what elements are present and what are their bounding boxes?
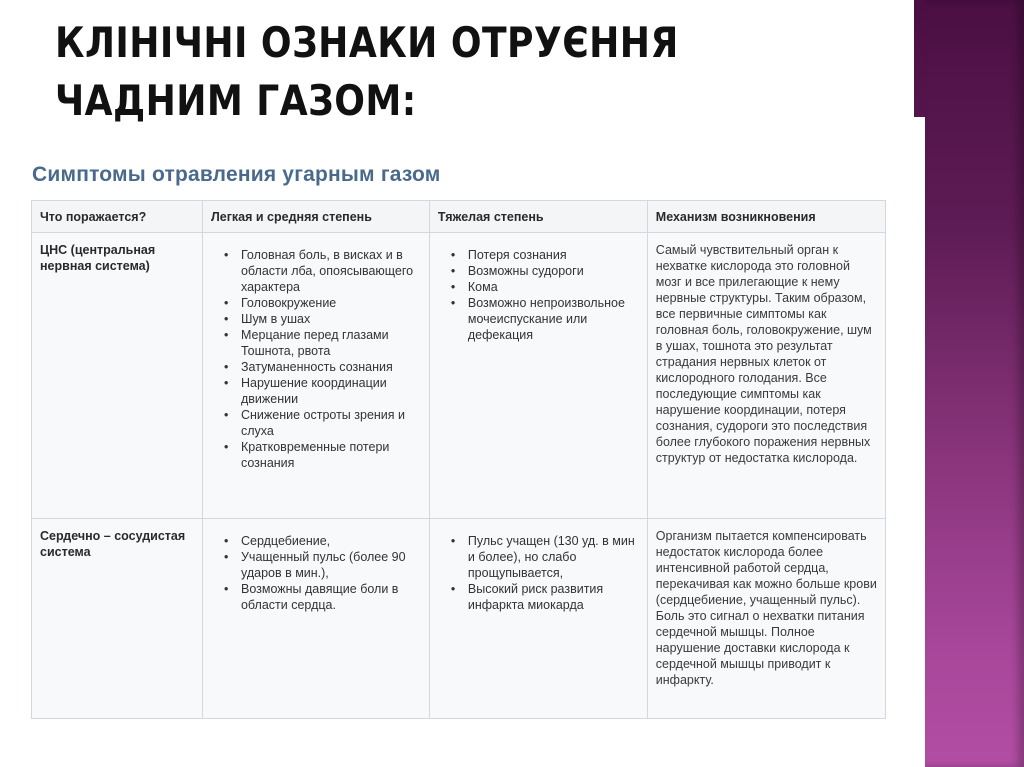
bullet-icon: • <box>450 280 456 294</box>
bullet-icon: • <box>450 296 456 310</box>
list-item: • Головокружение <box>223 296 337 310</box>
slide-title <box>55 14 679 130</box>
organ-cell: ЦНС (центральная нервная система) <box>32 233 203 519</box>
bullet-icon: • <box>223 376 229 390</box>
list-item: • Потеря сознания <box>450 248 567 262</box>
bullet-icon: • <box>223 248 229 262</box>
column-header-severe: Тяжелая степень <box>429 201 647 233</box>
table-row-cns <box>32 233 886 519</box>
list-item: • Высокий риск развития инфаркта миокарда <box>450 582 604 612</box>
column-header-mild: Легкая и средняя степень <box>202 201 429 233</box>
list-item: • Кома <box>450 280 498 294</box>
bullet-icon: • <box>223 360 229 374</box>
decorative-side-bar <box>925 0 1024 767</box>
symptoms-table-image <box>28 163 890 719</box>
symptoms-table <box>31 200 886 719</box>
bullet-icon: • <box>223 534 229 548</box>
bullet-icon: • <box>223 550 229 564</box>
bullet-icon: • <box>223 312 229 326</box>
list-item: • Возможны давящие боли в области сердца. <box>223 582 399 612</box>
bullet-icon: • <box>223 440 229 454</box>
mild-symptoms-cell <box>202 233 429 519</box>
mild-symptoms-cell <box>202 519 429 719</box>
bullet-icon: • <box>450 534 456 548</box>
list-item: • Нарушение координации движении <box>223 376 387 406</box>
severe-symptoms-cell <box>429 519 647 719</box>
table-header-row <box>32 201 886 233</box>
list-item: • Кратковременные потери сознания <box>223 440 390 470</box>
severe-symptoms-list <box>438 533 639 613</box>
list-item: • Шум в ушах <box>223 312 311 326</box>
column-header-affected: Что поражается? <box>32 201 203 233</box>
list-item: • Сердцебиение, <box>223 534 331 548</box>
list-item: • Головная боль, в висках и в области лба, опоясывающего характера <box>223 248 414 294</box>
mechanism-cell: Самый чувствительный орган к нехватке кислорода это головной мозг и все прилегающие к нему нервные структуры. Таким образом, все первичные симптомы как головная боль, головокружение, шум в ушах, тошнота это результат страдания нервных клеток от кислородного голодания. Все последующие симптомы как нарушение координации, потеря сознания, судороги это последствия более глубокого поражения нервных структур от недостатка кислорода. <box>647 233 885 519</box>
organ-cell: Сердечно – сосудистая система <box>32 519 203 719</box>
list-item: • Возможны судороги <box>450 264 584 278</box>
bullet-icon: • <box>223 582 229 596</box>
severe-symptoms-cell <box>429 233 647 519</box>
bullet-icon: • <box>223 328 229 342</box>
mechanism-cell: Организм пытается компенсировать недостаток кислорода более интенсивной работой сердца, перекачивая как можно больше крови (сердцебиение, учащенный пульс). Боль это сигнал о нехватки питания сердечной мышцы. Полное нарушение доставки кислорода к сердечной мышцы приводит к инфаркту. <box>647 519 885 719</box>
list-item: • Возможно непроизвольное мочеиспускание или дефекация <box>450 296 625 342</box>
severe-symptoms-list <box>438 247 639 343</box>
bullet-icon: • <box>223 408 229 422</box>
table-row-cardiovascular <box>32 519 886 719</box>
column-header-mechanism: Механизм возникновения <box>647 201 885 233</box>
bullet-icon: • <box>450 582 456 596</box>
mild-symptoms-list <box>211 247 421 471</box>
bullet-icon: • <box>223 296 229 310</box>
list-item: • Мерцание перед глазами Тошнота, рвота <box>223 328 389 358</box>
list-item: • Затуманенность сознания <box>223 360 393 374</box>
slide-title-line-2: ЧАДНИМ ГАЗОМ: <box>55 76 417 125</box>
list-item: • Учащенный пульс (более 90 ударов в мин.), <box>223 550 406 580</box>
table-heading: Симптомы отравления угарным газом <box>32 163 441 186</box>
list-item: • Снижение остроты зрения и слуха <box>223 408 406 438</box>
slide-title-line-1: КЛІНІЧНІ ОЗНАКИ ОТРУЄННЯ <box>55 18 679 67</box>
bullet-icon: • <box>450 264 456 278</box>
mild-symptoms-list <box>211 533 421 613</box>
bullet-icon: • <box>450 248 456 262</box>
list-item: • Пульс учащен (130 уд. в мин и более), но слабо прощупывается, <box>450 534 635 580</box>
